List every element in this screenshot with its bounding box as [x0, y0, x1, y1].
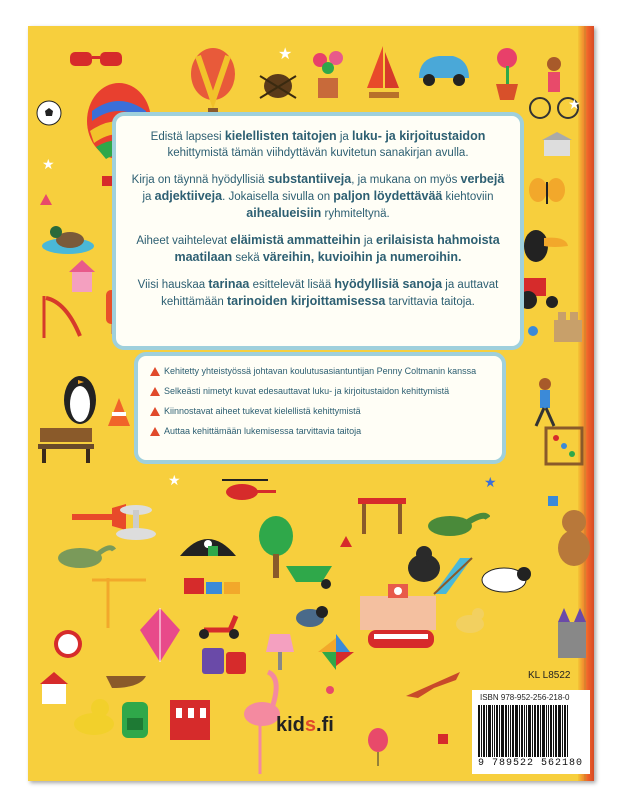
teddy-bear-icon [554, 508, 594, 573]
beetle-icon [256, 64, 300, 109]
text-span: kiehtoviin [442, 191, 494, 203]
logo-text: s [304, 714, 317, 736]
text-span: eläimistä [230, 233, 284, 247]
cyclist-icon [528, 54, 580, 127]
alarm-clock-icon [50, 624, 86, 665]
text-span: tarvittavia taitoja. [385, 296, 475, 308]
barcode-digits: 9 789522 562180 [478, 758, 584, 769]
text-span: tarinaa [208, 277, 250, 291]
circle-shape [326, 686, 334, 694]
bench-icon [36, 424, 96, 469]
airplane-icon [404, 666, 464, 707]
square-shape [438, 734, 448, 744]
traffic-cone-icon [106, 396, 132, 435]
square-shape [208, 546, 218, 556]
butterfly-icon [528, 176, 566, 215]
sailboat-icon [363, 44, 403, 115]
list-item-text: Kehitetty yhteistyössä johtavan koulutusasiantuntijan Penny Coltmanin kanssa [164, 366, 477, 376]
circle-shape [528, 326, 538, 336]
triangle-bullet-icon [150, 387, 160, 396]
barcode-bars [478, 705, 584, 757]
list-item [150, 366, 490, 377]
text-span: tarinoiden kirjoittamisessa [226, 294, 386, 308]
text-span: ammatteihin [287, 233, 361, 247]
triangle-shape [340, 536, 352, 547]
square-shape [548, 496, 558, 506]
list-item-text: Auttaa kehittämään lukemisessa tarvittavia taitoja [164, 426, 362, 436]
text-span: ja [142, 191, 155, 203]
text-span: sekä [232, 252, 263, 264]
text-span: Aiheet vaihtelevat [136, 235, 231, 247]
text-span: Edistä lapsesi [150, 131, 225, 143]
features-list [150, 366, 490, 437]
wheelbarrow-icon [282, 560, 342, 595]
logo-text: .fi [316, 714, 334, 736]
sandcastle-icon [548, 306, 588, 351]
description-paragraph [130, 276, 506, 310]
train-icon [366, 626, 436, 657]
scooter-icon [196, 610, 244, 645]
text-span: aihealueisiin [246, 206, 322, 220]
football-icon [36, 100, 62, 131]
kite-icon [136, 606, 184, 671]
text-span: paljon löydettävää [333, 189, 443, 203]
text-span: Kirja on täynnä hyödyllisiä [131, 174, 268, 186]
description-box [112, 112, 524, 350]
text-span: , ja mukana on myös [351, 174, 461, 186]
table-icon [354, 488, 410, 543]
text-span: luku- ja kirjoitustaidon [352, 129, 486, 143]
text-span: maatilaan [174, 250, 233, 264]
text-span: substantiiveja [267, 172, 352, 186]
balloon-icon [366, 728, 390, 773]
duck-icon [40, 216, 96, 261]
flower-pot-icon [308, 46, 348, 107]
text-span: esittelevät lisää [249, 279, 335, 291]
toucan-icon [520, 218, 570, 269]
list-item-text: Selkeästi nimetyt kuvat edesauttavat luku- ja kirjoitustaidon kehittymistä [164, 386, 450, 396]
flower-pot-icon [490, 46, 524, 107]
backpack-icon [118, 696, 152, 745]
text-span: Viisi hauskaa [137, 279, 209, 291]
book-back-cover [28, 26, 594, 781]
fountain-icon [114, 494, 158, 547]
duckling-icon [452, 606, 488, 639]
star-icon: ★ [168, 472, 181, 488]
abacus-icon [544, 426, 584, 471]
description-paragraph [130, 128, 506, 161]
dollhouse-icon [38, 670, 70, 711]
star-icon: ★ [484, 474, 497, 490]
list-item [150, 386, 490, 397]
features-box [134, 352, 506, 464]
text-span: adjektiiveja [154, 189, 223, 203]
toy-train-icon [182, 572, 242, 607]
text-span: . Jokaisella sivulla on [222, 191, 334, 203]
text-span: erilaisista hahmoista [376, 233, 500, 247]
dinosaur-icon [48, 536, 118, 579]
list-item-text: Kiinnostavat aiheet tukevat kielellistä kehittymistä [164, 406, 361, 416]
square-shape [102, 176, 112, 186]
description-paragraph [130, 171, 506, 222]
building-icon [540, 130, 574, 163]
text-span: väreihin, kuvioihin ja numeroihin. [262, 250, 462, 264]
star-icon: ★ [278, 46, 293, 63]
pinwheel-icon [316, 632, 356, 687]
dog-icon [474, 560, 534, 605]
list-item [150, 426, 490, 437]
building-icon [168, 692, 212, 747]
penguin-icon [60, 366, 100, 431]
barcode [472, 690, 590, 774]
dinosaur-icon [420, 506, 490, 547]
triangle-bullet-icon [150, 407, 160, 416]
text-span: ryhmiteltynä. [321, 208, 390, 220]
star-icon: ★ [568, 96, 581, 112]
text-span: ja [360, 235, 376, 247]
product-code: KL L8522 [528, 670, 571, 681]
logo-text: kid [276, 714, 305, 736]
text-span: kehittymistä tämän viihdyttävän kuvitetun sanakirjan avulla. [167, 147, 469, 159]
rubber-duck-icon [70, 696, 118, 741]
text-span: hyödyllisiä sanoja [334, 277, 443, 291]
book-spine [578, 26, 594, 781]
slide-icon [36, 292, 84, 345]
list-item [150, 406, 490, 417]
text-span: ja auttavat kehittämään [161, 279, 499, 308]
castle-icon [552, 604, 592, 665]
text-span: ja [336, 131, 352, 143]
text-span: kielellisten taitojen [224, 129, 337, 143]
isbn-label: ISBN 978-952-256-218-0 [480, 693, 570, 702]
boat-icon [104, 670, 148, 695]
helicopter-icon [218, 474, 278, 509]
triangle-bullet-icon [150, 367, 160, 376]
text-span: verbejä [460, 172, 505, 186]
description-paragraph [130, 232, 506, 266]
publisher-logo [276, 714, 334, 737]
triangle-bullet-icon [150, 427, 160, 436]
star-icon: ★ [42, 156, 55, 172]
sunglasses-icon [68, 48, 124, 75]
triangle-shape [40, 194, 52, 205]
car-icon [413, 50, 473, 95]
